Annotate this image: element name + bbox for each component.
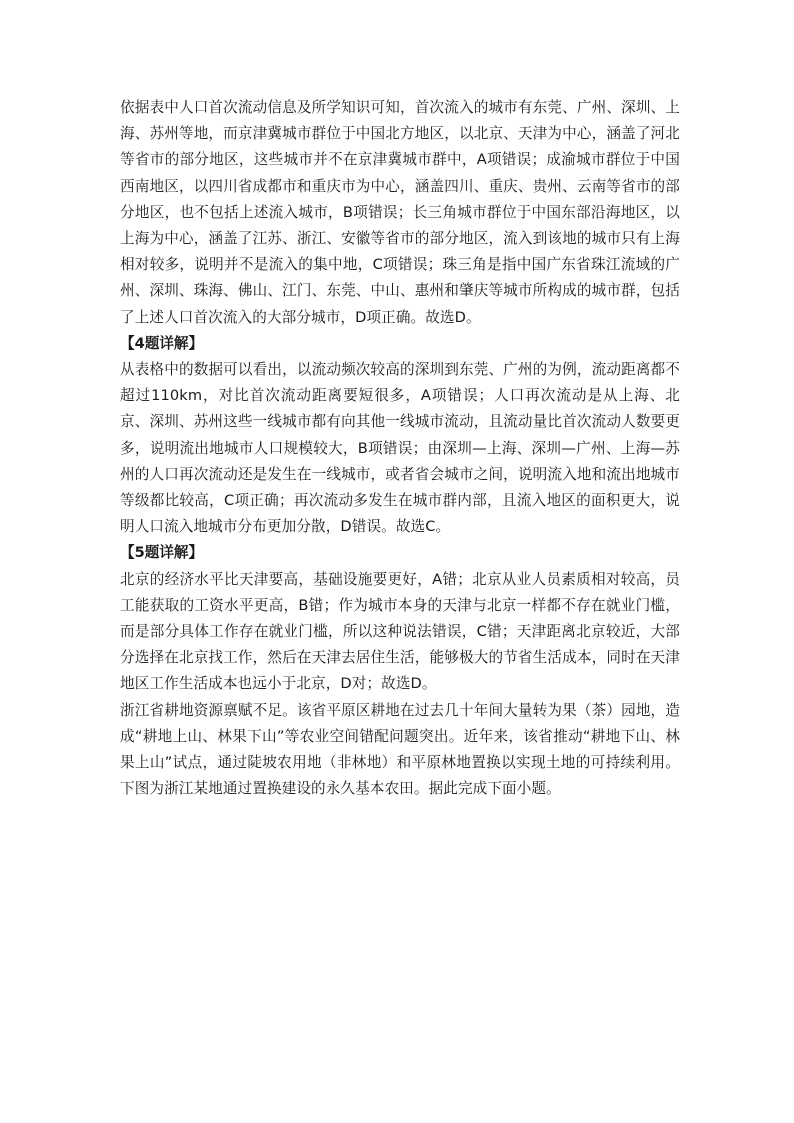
section-heading-4: 【4题详解】: [120, 334, 204, 352]
answer-paragraph-5: 北京的经济水平比天津要高，基础设施要更好，A错；北京从业人员素质相对较高，员工能获取的工资水平更高，B错；作为城市本身的天津与北京一样都不存在就业门槛，而是部分具体工作存在就业门槛，所以这种说法错误，C错；天津距离北京较近，大部分选择在北京找工作，然后在天津去居住生活，能够极大的节省生活成本，同时在天津地区工作生活成本也远小于北京，D对；故选D。: [120, 570, 680, 693]
question-stem-paragraph: 浙江省耕地资源禀赋不足。该省平原区耕地在过去几十年间大量转为果（茶）园地，造成“耕地上山、林果下山”等农业空间错配问题突出。近年来，该省推动“耕地下山、林果上山”试点，通过陡坡农用地（非林地）和平原林地置换以实现土地的可持续利用。下图为浙江某地通过置换建设的永久基本农田。据此完成下面小题。: [120, 701, 680, 798]
answer-paragraph-3: 依据表中人口首次流动信息及所学知识可知，首次流入的城市有东莞、广州、深圳、上海、苏州等地，而京津冀城市群位于中国北方地区，以北京、天津为中心，涵盖了河北等省市的部分地区，这些城市并不在京津冀城市群中，A项错误；成渝城市群位于中国西南地区，以四川省成都市和重庆市为中心，涵盖四川、重庆、贵州、云南等省市的部分地区，也不包括上述流入城市，B项错误；长三角城市群位于中国东部沿海地区，以上海为中心，涵盖了江苏、浙江、安徽等省市的部分地区，流入到该地的城市只有上海相对较多，说明并不是流入的集中地，C项错误；珠三角是指中国广东省珠江流域的广州、深圳、珠海、佛山、江门、东莞、中山、惠州和肇庆等城市所构成的城市群，包括了上述人口首次流入的大部分城市，D项正确。故选D。: [120, 99, 680, 326]
section-heading-5: 【5题详解】: [120, 544, 204, 562]
document-page: [120, 95, 680, 802]
answer-paragraph-4: 从表格中的数据可以看出，以流动频次较高的深圳到东莞、广州的为例，流动距离都不超过110km，对比首次流动距离要短很多，A项错误；人口再次流动是从上海、北京、深圳、苏州这些一线城市都有向其他一线城市流动，且流动量比首次流动人数要更多，说明流出地城市人口规模较大，B项错误；由深圳—上海、深圳—广州、上海—苏州的人口再次流动还是发生在一线城市，或者省会城市之间，说明流入地和流出地城市等级都比较高，C项正确；再次流动多发生在城市群内部，且流入地区的面积更大，说明人口流入地城市分布更加分散，D错误。故选C。: [120, 361, 680, 536]
